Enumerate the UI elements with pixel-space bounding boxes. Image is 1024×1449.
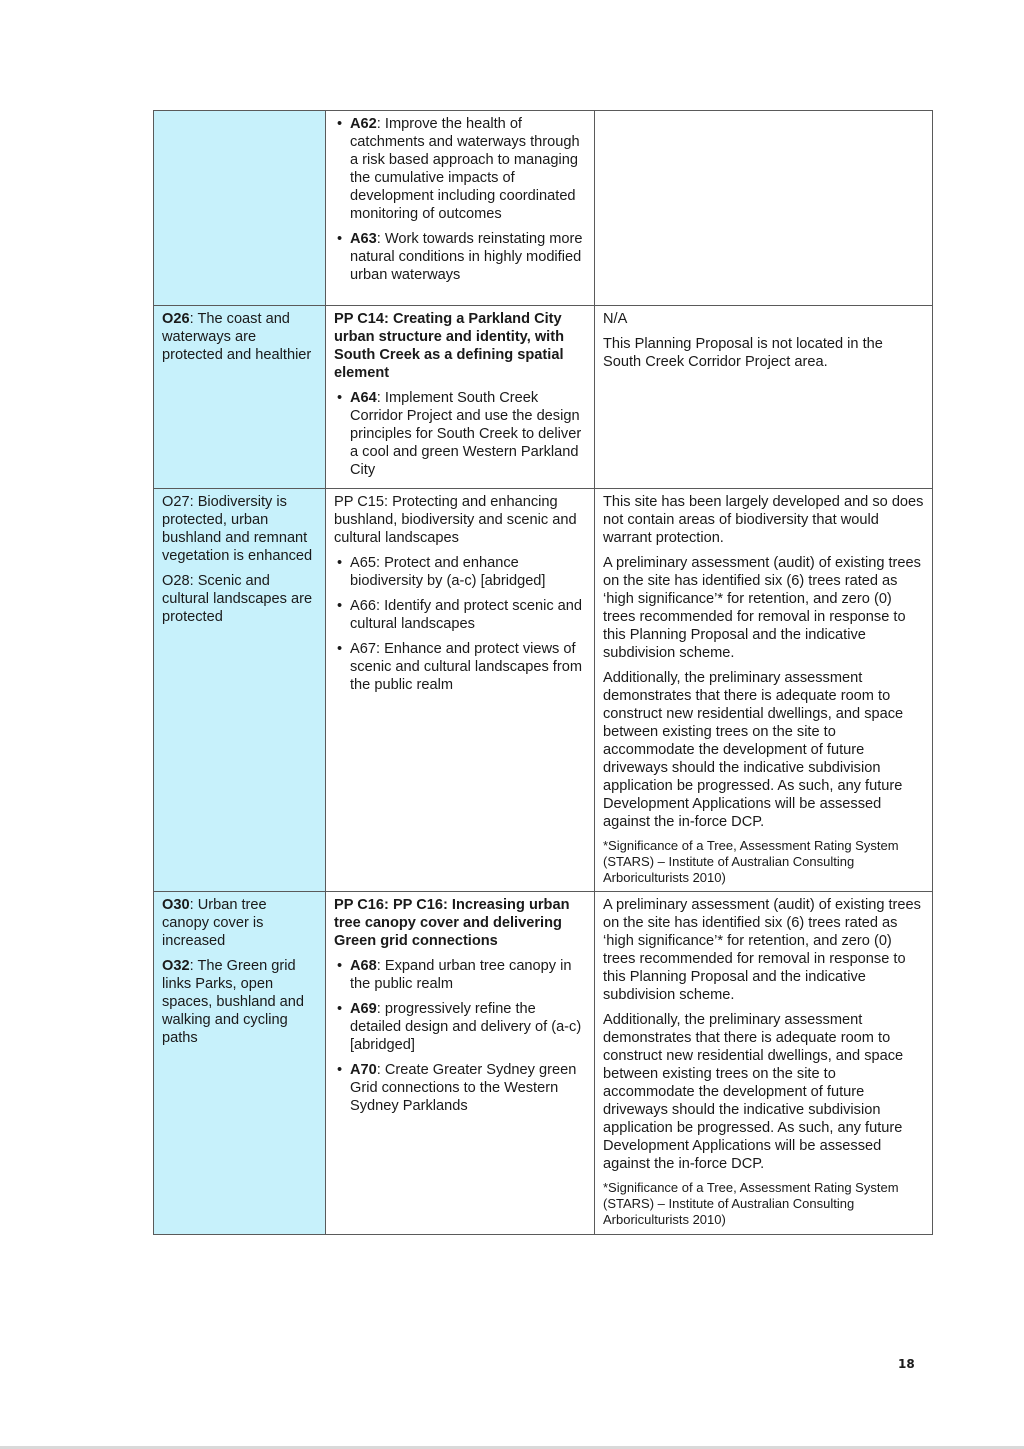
- objective-cell: [154, 306, 326, 489]
- footnote: *Significance of a Tree, Assessment Rating System (STARS) – Institute of Australian Consulting Arboriculturists 2010): [603, 1180, 899, 1227]
- list-item: • A65: Protect and enhance biodiversity by (a-c) [abridged]: [350, 554, 586, 590]
- table-row: [154, 489, 933, 892]
- planning-table: [153, 110, 933, 1235]
- objective-text: O30: Urban tree canopy cover is increased: [162, 897, 267, 949]
- list-item: • A68: Expand urban tree canopy in the public realm: [350, 957, 586, 993]
- response-cell: [595, 489, 933, 892]
- objective-text: O32: The Green grid links Parks, open spaces, bushland and walking and cycling paths: [162, 958, 304, 1046]
- footnote: *Significance of a Tree, Assessment Rating System (STARS) – Institute of Australian Consulting Arboriculturists 2010): [603, 838, 899, 885]
- list-item: • A64: Implement South Creek Corridor Project and use the design principles for South Creek to deliver a cool and green Western Parkland City: [350, 389, 586, 479]
- planning-priority-heading: PP C15: Protecting and enhancing bushland, biodiversity and scenic and cultural landscapes: [334, 494, 577, 546]
- priority-cell: [326, 489, 595, 892]
- response-text: Additionally, the preliminary assessment demonstrates that there is adequate room to construct new residential dwellings, and space between existing trees on the site to accommodate the development of future driveways should the indicative subdivision application be progressed. As such, any future Development Applications will be assessed against the in-force DCP.: [603, 670, 904, 830]
- priority-cell: [326, 306, 595, 489]
- response-cell: [595, 892, 933, 1235]
- response-text: A preliminary assessment (audit) of existing trees on the site has identified six (6) trees rated as ‘high significance’* for retention, and zero (0) trees recommended for removal in response to this Planning Proposal and the indicative subdivision scheme.: [603, 555, 921, 661]
- planning-priority-heading: PP C16: PP C16: Increasing urban tree canopy cover and delivering Green grid connections: [334, 897, 570, 949]
- response-cell: [595, 111, 933, 306]
- response-text: Additionally, the preliminary assessment demonstrates that there is adequate room to construct new residential dwellings, and space between existing trees on the site to accommodate the development of future driveways should the indicative subdivision application be progressed. As such, any future Development Applications will be assessed against the in-force DCP.: [603, 1012, 904, 1172]
- table-row: [154, 892, 933, 1235]
- response-text: This site has been largely developed and so does not contain areas of biodiversity that would warrant protection.: [603, 494, 924, 546]
- list-item: • A63: Work towards reinstating more natural conditions in highly modified urban waterways: [350, 230, 586, 284]
- list-item: • A67: Enhance and protect views of scenic and cultural landscapes from the public realm: [350, 640, 586, 694]
- objective-text: O26: The coast and waterways are protected and healthier: [162, 311, 312, 363]
- response-text: This Planning Proposal is not located in the South Creek Corridor Project area.: [603, 336, 883, 370]
- action-list: [334, 554, 586, 694]
- priority-cell: [326, 892, 595, 1235]
- planning-priority-heading: PP C14: Creating a Parkland City urban structure and identity, with South Creek as a defining spatial element: [334, 311, 565, 381]
- response-text: A preliminary assessment (audit) of existing trees on the site has identified six (6) trees rated as ‘high significance’* for retention, and zero (0) trees recommended for removal in response to this Planning Proposal and the indicative subdivision scheme.: [603, 897, 921, 1003]
- table-row: [154, 306, 933, 489]
- priority-cell: [326, 111, 595, 306]
- table-row: [154, 111, 933, 306]
- objective-text: O27: Biodiversity is protected, urban bushland and remnant vegetation is enhanced: [162, 494, 313, 564]
- list-item: • A62: Improve the health of catchments and waterways through a risk based approach to managing the cumulative impacts of development including coordinated monitoring of outcomes: [350, 115, 586, 223]
- objective-cell: [154, 489, 326, 892]
- action-list: [334, 115, 586, 284]
- list-item: • A66: Identify and protect scenic and cultural landscapes: [350, 597, 586, 633]
- response-cell: [595, 306, 933, 489]
- action-list: [334, 957, 586, 1115]
- objective-cell: [154, 892, 326, 1235]
- action-list: [334, 389, 586, 479]
- list-item: • A70: Create Greater Sydney green Grid connections to the Western Sydney Parklands: [350, 1061, 586, 1115]
- list-item: • A69: progressively refine the detailed design and delivery of (a-c) [abridged]: [350, 1000, 586, 1054]
- objective-text: O28: Scenic and cultural landscapes are protected: [162, 573, 313, 625]
- page-number: 18: [898, 1357, 915, 1371]
- response-text: N/A: [603, 311, 628, 327]
- objective-cell: [154, 111, 326, 306]
